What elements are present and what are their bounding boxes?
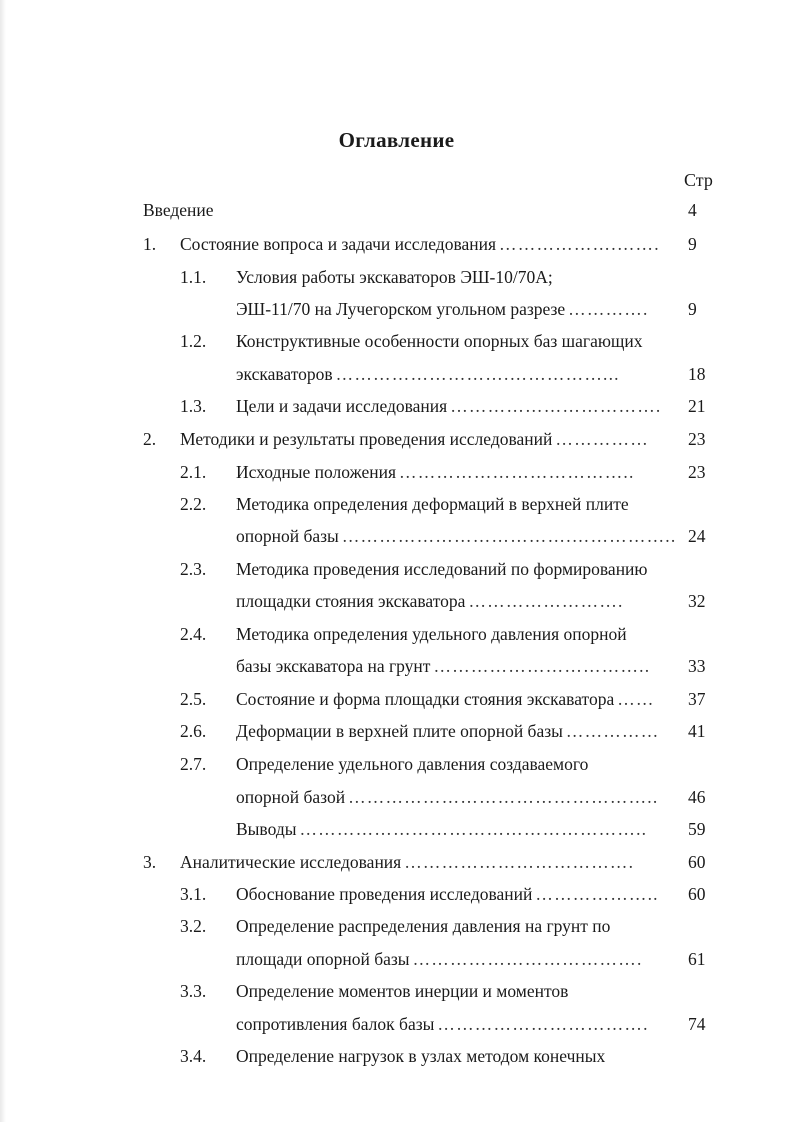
toc-entry [0, 393, 793, 419]
toc-entry-text: Состояние вопроса и задачи исследования [180, 234, 497, 254]
toc-entry-text: Определение удельного давления создаваемого [236, 754, 589, 774]
toc-entry-text: Деформации в верхней плите опорной базы [236, 721, 563, 741]
toc-page-number: 24 [688, 526, 706, 546]
toc-entry-text: Методики и результаты проведения исследований [180, 429, 553, 449]
toc-entry [0, 296, 793, 322]
toc-entry [0, 946, 793, 972]
toc-entry-text: Методика определения деформаций в верхней плите [236, 494, 629, 514]
toc-page-number: 9 [688, 299, 697, 319]
toc-entry-number: 3. [143, 852, 157, 872]
toc-entry-number: 1. [143, 234, 157, 254]
toc-entry-text: площадки стояния экскаватора [236, 591, 466, 611]
toc-entry-number: 1.1. [180, 267, 207, 287]
toc-entry-text: Выводы [236, 819, 297, 839]
toc-entry-number: 3.4. [180, 1046, 207, 1066]
toc-leader-dots: ……………………………. [437, 1014, 649, 1034]
toc-entry [0, 264, 793, 290]
toc-entry [0, 361, 793, 387]
toc-leader-dots: ……………………………. [450, 396, 662, 416]
toc-page-number: 33 [688, 656, 706, 676]
toc-entry [0, 328, 793, 354]
toc-page-number: 60 [688, 884, 706, 904]
toc-entry-number: 1.2. [180, 331, 207, 351]
toc-entry-number: 2.6. [180, 721, 207, 741]
toc-leader-dots: ……………………………………………….. [299, 819, 648, 839]
toc-entry [0, 718, 793, 744]
toc-entry [0, 1011, 793, 1037]
toc-page-number: 46 [688, 787, 706, 807]
toc-entry [0, 978, 793, 1004]
toc-entry-text: площади опорной базы [236, 949, 410, 969]
toc-entry-text: Исходные положения [236, 462, 397, 482]
toc-entry [0, 231, 793, 257]
toc-leader-dots: ………………………………. [412, 949, 643, 969]
toc-leader-dots: ……………………….……………... [335, 364, 620, 384]
toc-page-number: 60 [688, 852, 706, 872]
toc-entry-number: 2. [143, 429, 157, 449]
toc-leader-dots: ……………….. [535, 884, 659, 904]
toc-entry [0, 523, 793, 549]
toc-page-number: 23 [688, 429, 706, 449]
toc-page-number: 59 [688, 819, 706, 839]
toc-entry [0, 556, 793, 582]
toc-entry [0, 816, 793, 842]
toc-entry-text: Состояние и форма площадки стояния экскаватора [236, 689, 615, 709]
toc-entry-text: Методика определения удельного давления опорной [236, 624, 627, 644]
toc-leader-dots: ……………………. [468, 591, 624, 611]
toc-entry-text: Определение нагрузок в узлах методом конечных [236, 1046, 606, 1066]
toc-title: Оглавление [338, 128, 455, 152]
toc-entry [0, 197, 793, 223]
toc-entry-number: 3.1. [180, 884, 207, 904]
toc-page-number: 37 [688, 689, 706, 709]
toc-entry [0, 653, 793, 679]
toc-entry-text: Обоснование проведения исследований [236, 884, 533, 904]
toc-entry-text: опорной базой [236, 787, 346, 807]
toc-entry-number: 2.4. [180, 624, 207, 644]
toc-entry [0, 784, 793, 810]
toc-entry-text: Аналитические исследования [180, 852, 402, 872]
toc-entry-number: 2.1. [180, 462, 207, 482]
toc-entry [0, 913, 793, 939]
toc-entry [0, 588, 793, 614]
toc-entry-text: ЭШ-11/70 на Лучегорском угольном разрезе [236, 299, 566, 319]
toc-entry-text: Определение распределения давления на грунт по [236, 916, 611, 936]
toc-page-number: 4 [688, 200, 697, 220]
toc-leader-dots: …………………………….. [433, 656, 651, 676]
toc-leader-dots: …………. [568, 299, 649, 319]
toc-entry-number: 1.3. [180, 396, 207, 416]
toc-leader-dots: ……………………………….. [399, 462, 635, 482]
toc-entry [0, 1043, 793, 1069]
toc-leader-dots: ………………………………………….. [348, 787, 659, 807]
toc-entry [0, 751, 793, 777]
toc-entry-text: Цели и задачи исследования [236, 396, 448, 416]
toc-entry [0, 491, 793, 517]
toc-entry-text: Условия работы экскаваторов ЭШ-10/70А; [236, 267, 553, 287]
toc-entry [0, 426, 793, 452]
toc-page-number: 23 [688, 462, 706, 482]
toc-leader-dots: ………………………………. [404, 852, 635, 872]
toc-entry-number: 2.5. [180, 689, 207, 709]
toc-page-number: 9 [688, 234, 697, 254]
toc-leader-dots: ……………….……. [499, 234, 660, 254]
toc-entry-text: Методика проведения исследований по формированию [236, 559, 648, 579]
toc-page-number: 32 [688, 591, 706, 611]
toc-page-number: 41 [688, 721, 706, 741]
toc-entry [0, 686, 793, 712]
page-column-header: Стр [684, 170, 713, 190]
toc-page-number: 74 [688, 1014, 706, 1034]
toc-entry-text: базы экскаватора на грунт [236, 656, 431, 676]
toc-entry-number: 3.2. [180, 916, 207, 936]
toc-page-number: 61 [688, 949, 706, 969]
toc-entry-text: сопротивления балок базы [236, 1014, 435, 1034]
toc-page-number: 18 [688, 364, 706, 384]
toc-entry-number: 2.7. [180, 754, 207, 774]
toc-entry-number: 2.2. [180, 494, 207, 514]
toc-entry [0, 881, 793, 907]
toc-entry-text: Конструктивные особенности опорных баз шагающих [236, 331, 643, 351]
toc-entry [0, 621, 793, 647]
toc-leader-dots: …………… [565, 721, 660, 741]
toc-entry [0, 849, 793, 875]
toc-entry [0, 459, 793, 485]
toc-page-number: 21 [688, 396, 706, 416]
toc-entry-number: 3.3. [180, 981, 207, 1001]
toc-leader-dots: …… [617, 689, 655, 709]
toc-entry-text: опорной базы [236, 526, 339, 546]
toc-leader-dots: …………… [555, 429, 649, 449]
toc-leader-dots: ……………………………….…………….. [341, 526, 677, 546]
toc-entry-number: 2.3. [180, 559, 207, 579]
toc-entry-text: Введение [143, 200, 214, 220]
toc-entry-text: Определение моментов инерции и моментов [236, 981, 569, 1001]
toc-entry-text: экскаваторов [236, 364, 333, 384]
